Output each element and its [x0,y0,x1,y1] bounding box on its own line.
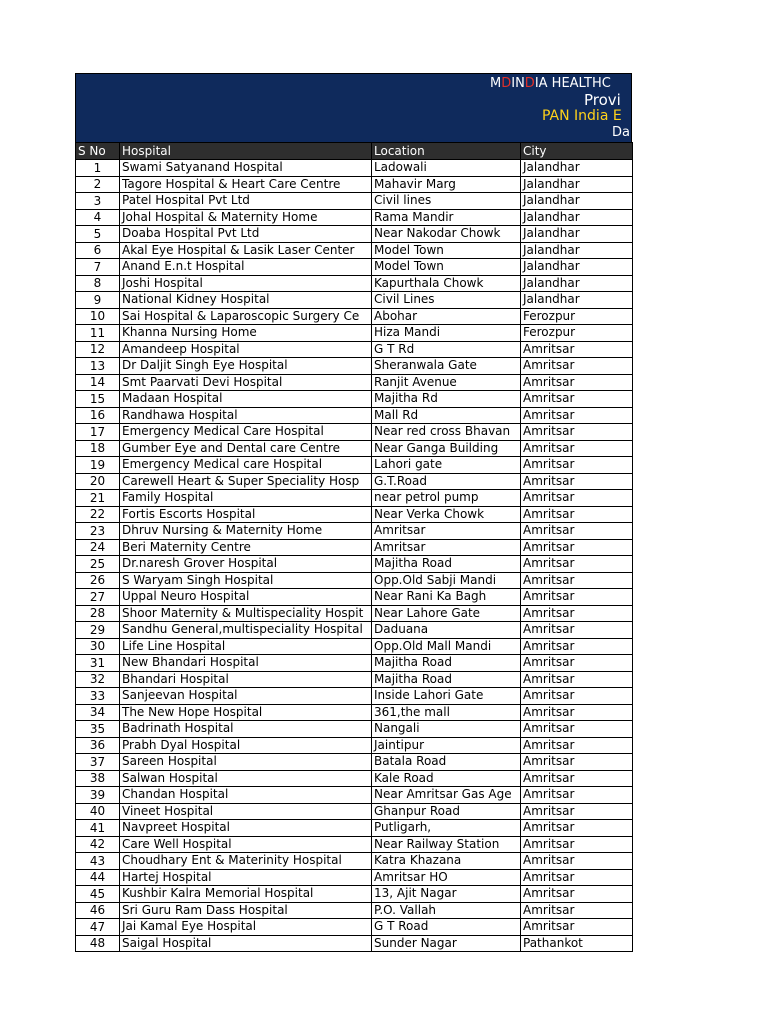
cell-sno: 7 [76,259,120,276]
header-row [76,143,633,160]
cell-city: Amritsar [521,787,633,804]
cell-city: Amritsar [521,638,633,655]
cell-hospital: Carewell Heart & Super Speciality Hosp [120,473,372,490]
table-row [76,787,633,804]
cell-location: Mall Rd [372,407,521,424]
cell-hospital: Kushbir Kalra Memorial Hospital [120,886,372,903]
cell-hospital: Choudhary Ent & Materinity Hospital [120,853,372,870]
column-header-sno: S No [76,143,120,160]
cell-city: Amritsar [521,440,633,457]
table-row [76,688,633,705]
company-name-part: M [490,76,502,91]
table-row [76,836,633,853]
cell-city: Amritsar [521,671,633,688]
table-row [76,556,633,573]
cell-hospital: Badrinath Hospital [120,721,372,738]
cell-city: Amritsar [521,424,633,441]
cell-location: Majitha Road [372,655,521,672]
cell-sno: 11 [76,325,120,342]
cell-city: Amritsar [521,886,633,903]
cell-city: Amritsar [521,391,633,408]
cell-city: Amritsar [521,341,633,358]
table-row [76,754,633,771]
table-row [76,770,633,787]
cell-location: G T Road [372,919,521,936]
cell-hospital: Uppal Neuro Hospital [120,589,372,606]
table-row [76,176,633,193]
cell-sno: 47 [76,919,120,936]
cell-city: Amritsar [521,902,633,919]
cell-city: Jalandhar [521,209,633,226]
table-row [76,506,633,523]
table-row [76,737,633,754]
cell-hospital: Sareen Hospital [120,754,372,771]
cell-location: Rama Mandir [372,209,521,226]
cell-sno: 21 [76,490,120,507]
cell-location: Inside Lahori Gate [372,688,521,705]
cell-location: Ghanpur Road [372,803,521,820]
cell-location: Katra Khazana [372,853,521,870]
cell-location: G T Rd [372,341,521,358]
banner-scope: PAN India E [542,108,622,124]
cell-city: Amritsar [521,622,633,639]
cell-sno: 12 [76,341,120,358]
cell-sno: 41 [76,820,120,837]
cell-location: Model Town [372,242,521,259]
cell-location: Opp.Old Mall Mandi [372,638,521,655]
table-row [76,589,633,606]
cell-location: Ladowali [372,160,521,177]
cell-sno: 35 [76,721,120,738]
cell-location: Ranjit Avenue [372,374,521,391]
cell-sno: 13 [76,358,120,375]
cell-sno: 43 [76,853,120,870]
table-row [76,325,633,342]
cell-hospital: Sri Guru Ram Dass Hospital [120,902,372,919]
cell-location: Majitha Road [372,671,521,688]
cell-sno: 16 [76,407,120,424]
banner-date: Da [612,125,630,140]
cell-city: Amritsar [521,820,633,837]
cell-location: Putligarh, [372,820,521,837]
cell-sno: 17 [76,424,120,441]
cell-location: Jaintipur [372,737,521,754]
cell-city: Amritsar [521,803,633,820]
cell-hospital: Dr.naresh Grover Hospital [120,556,372,573]
table-row [76,341,633,358]
cell-city: Amritsar [521,523,633,540]
company-name-accent: D [524,76,535,91]
cell-city: Amritsar [521,853,633,870]
cell-hospital: Saigal Hospital [120,935,372,952]
cell-hospital: Bhandari Hospital [120,671,372,688]
cell-sno: 48 [76,935,120,952]
company-name-part: IA HEALTHC [534,76,611,91]
cell-location: Near Verka Chowk [372,506,521,523]
cell-location: Amritsar [372,539,521,556]
cell-hospital: Family Hospital [120,490,372,507]
cell-hospital: Khanna Nursing Home [120,325,372,342]
cell-city: Amritsar [521,770,633,787]
cell-hospital: Beri Maternity Centre [120,539,372,556]
cell-sno: 25 [76,556,120,573]
cell-city: Amritsar [521,407,633,424]
cell-sno: 36 [76,737,120,754]
cell-sno: 32 [76,671,120,688]
cell-sno: 22 [76,506,120,523]
cell-city: Jalandhar [521,160,633,177]
cell-city: Amritsar [521,919,633,936]
cell-sno: 20 [76,473,120,490]
cell-hospital: S Waryam Singh Hospital [120,572,372,589]
cell-city: Jalandhar [521,176,633,193]
cell-location: Near Nakodar Chowk [372,226,521,243]
cell-hospital: Jai Kamal Eye Hospital [120,919,372,936]
cell-location: near petrol pump [372,490,521,507]
cell-location: Sunder Nagar [372,935,521,952]
table-row [76,358,633,375]
table-row [76,259,633,276]
cell-city: Jalandhar [521,242,633,259]
cell-location: Sheranwala Gate [372,358,521,375]
cell-location: Near Amritsar Gas Age [372,787,521,804]
cell-city: Amritsar [521,754,633,771]
cell-city: Amritsar [521,490,633,507]
cell-city: Amritsar [521,358,633,375]
cell-city: Jalandhar [521,259,633,276]
cell-location: Opp.Old Sabji Mandi [372,572,521,589]
cell-city: Amritsar [521,688,633,705]
cell-hospital: Emergency Medical Care Hospital [120,424,372,441]
cell-sno: 5 [76,226,120,243]
cell-sno: 8 [76,275,120,292]
header-banner [75,73,632,142]
provider-table [75,142,633,952]
cell-sno: 30 [76,638,120,655]
cell-city: Amritsar [521,737,633,754]
table-row [76,902,633,919]
cell-sno: 39 [76,787,120,804]
company-name [490,76,611,91]
cell-hospital: Johal Hospital & Maternity Home [120,209,372,226]
cell-city: Jalandhar [521,275,633,292]
cell-sno: 27 [76,589,120,606]
cell-hospital: Prabh Dyal Hospital [120,737,372,754]
cell-hospital: Chandan Hospital [120,787,372,804]
table-row [76,457,633,474]
cell-sno: 10 [76,308,120,325]
cell-sno: 31 [76,655,120,672]
table-row [76,242,633,259]
cell-hospital: Sai Hospital & Laparoscopic Surgery Ce [120,308,372,325]
table-row [76,226,633,243]
table-row [76,292,633,309]
cell-hospital: Anand E.n.t Hospital [120,259,372,276]
cell-city: Amritsar [521,721,633,738]
table-row [76,391,633,408]
cell-city: Amritsar [521,589,633,606]
cell-sno: 6 [76,242,120,259]
cell-hospital: Shoor Maternity & Multispeciality Hospit [120,605,372,622]
cell-location: Near Ganga Building [372,440,521,457]
cell-sno: 45 [76,886,120,903]
table-row [76,869,633,886]
table-row [76,424,633,441]
cell-hospital: Dhruv Nursing & Maternity Home [120,523,372,540]
provider-list-sheet [75,73,632,952]
cell-city: Amritsar [521,605,633,622]
cell-city: Amritsar [521,869,633,886]
cell-hospital: Doaba Hospital Pvt Ltd [120,226,372,243]
cell-hospital: Patel Hospital Pvt Ltd [120,193,372,210]
cell-city: Jalandhar [521,193,633,210]
cell-city: Jalandhar [521,292,633,309]
table-row [76,622,633,639]
cell-location: G.T.Road [372,473,521,490]
table-row [76,853,633,870]
column-header-city: City [521,143,633,160]
cell-location: Abohar [372,308,521,325]
table-row [76,655,633,672]
cell-hospital: Swami Satyanand Hospital [120,160,372,177]
cell-location: P.O. Vallah [372,902,521,919]
cell-location: Kale Road [372,770,521,787]
table-row [76,820,633,837]
cell-city: Amritsar [521,836,633,853]
cell-city: Ferozpur [521,325,633,342]
table-row [76,539,633,556]
banner-subtitle: Provi [584,91,621,109]
cell-hospital: Randhawa Hospital [120,407,372,424]
table-row [76,638,633,655]
cell-sno: 28 [76,605,120,622]
cell-city: Amritsar [521,506,633,523]
cell-hospital: New Bhandari Hospital [120,655,372,672]
cell-sno: 42 [76,836,120,853]
cell-sno: 18 [76,440,120,457]
cell-sno: 1 [76,160,120,177]
cell-hospital: Akal Eye Hospital & Lasik Laser Center [120,242,372,259]
cell-hospital: Sandhu General,multispeciality Hospital [120,622,372,639]
table-row [76,490,633,507]
cell-city: Amritsar [521,473,633,490]
cell-location: 13, Ajit Nagar [372,886,521,903]
cell-hospital: National Kidney Hospital [120,292,372,309]
cell-location: Near red cross Bhavan [372,424,521,441]
cell-location: Mahavir Marg [372,176,521,193]
cell-location: Daduana [372,622,521,639]
cell-sno: 23 [76,523,120,540]
column-header-hospital: Hospital [120,143,372,160]
cell-location: Near Railway Station [372,836,521,853]
cell-hospital: Care Well Hospital [120,836,372,853]
company-name-part: IN [511,76,525,91]
cell-city: Jalandhar [521,226,633,243]
table-row [76,605,633,622]
cell-hospital: Emergency Medical care Hospital [120,457,372,474]
cell-sno: 29 [76,622,120,639]
cell-hospital: Life Line Hospital [120,638,372,655]
cell-sno: 9 [76,292,120,309]
cell-sno: 44 [76,869,120,886]
cell-hospital: Gumber Eye and Dental care Centre [120,440,372,457]
cell-sno: 34 [76,704,120,721]
cell-sno: 14 [76,374,120,391]
table-row [76,407,633,424]
cell-hospital: Smt Paarvati Devi Hospital [120,374,372,391]
cell-sno: 19 [76,457,120,474]
table-row [76,935,633,952]
cell-location: Model Town [372,259,521,276]
cell-location: Civil Lines [372,292,521,309]
table-row [76,671,633,688]
cell-location: Hiza Mandi [372,325,521,342]
table-row [76,193,633,210]
table-row [76,523,633,540]
table-row [76,440,633,457]
cell-sno: 46 [76,902,120,919]
table-row [76,721,633,738]
cell-hospital: Dr Daljit Singh Eye Hospital [120,358,372,375]
table-row [76,572,633,589]
cell-hospital: Hartej Hospital [120,869,372,886]
cell-location: Amritsar HO [372,869,521,886]
cell-location: Near Rani Ka Bagh [372,589,521,606]
cell-location: 361,the mall [372,704,521,721]
cell-city: Amritsar [521,539,633,556]
cell-city: Amritsar [521,704,633,721]
column-header-location: Location [372,143,521,160]
cell-sno: 4 [76,209,120,226]
cell-hospital: The New Hope Hospital [120,704,372,721]
cell-sno: 33 [76,688,120,705]
cell-location: Lahori gate [372,457,521,474]
cell-hospital: Joshi Hospital [120,275,372,292]
table-row [76,704,633,721]
table-row [76,919,633,936]
cell-location: Near Lahore Gate [372,605,521,622]
table-row [76,275,633,292]
cell-location: Nangali [372,721,521,738]
table-row [76,160,633,177]
cell-hospital: Vineet Hospital [120,803,372,820]
company-name-accent: D [501,76,512,91]
cell-hospital: Fortis Escorts Hospital [120,506,372,523]
cell-city: Ferozpur [521,308,633,325]
cell-sno: 40 [76,803,120,820]
cell-sno: 24 [76,539,120,556]
cell-city: Amritsar [521,556,633,573]
cell-sno: 2 [76,176,120,193]
table-row [76,308,633,325]
cell-sno: 38 [76,770,120,787]
cell-city: Amritsar [521,572,633,589]
cell-city: Amritsar [521,655,633,672]
table-row [76,473,633,490]
cell-city: Pathankot [521,935,633,952]
cell-sno: 37 [76,754,120,771]
cell-location: Majitha Rd [372,391,521,408]
cell-hospital: Madaan Hospital [120,391,372,408]
cell-location: Batala Road [372,754,521,771]
cell-city: Amritsar [521,374,633,391]
cell-sno: 15 [76,391,120,408]
cell-sno: 26 [76,572,120,589]
table-row [76,374,633,391]
cell-hospital: Salwan Hospital [120,770,372,787]
cell-hospital: Sanjeevan Hospital [120,688,372,705]
cell-city: Amritsar [521,457,633,474]
cell-sno: 3 [76,193,120,210]
cell-hospital: Tagore Hospital & Heart Care Centre [120,176,372,193]
table-row [76,209,633,226]
table-row [76,886,633,903]
cell-hospital: Navpreet Hospital [120,820,372,837]
cell-location: Kapurthala Chowk [372,275,521,292]
table-row [76,803,633,820]
cell-location: Civil lines [372,193,521,210]
cell-location: Amritsar [372,523,521,540]
cell-hospital: Amandeep Hospital [120,341,372,358]
cell-location: Majitha Road [372,556,521,573]
